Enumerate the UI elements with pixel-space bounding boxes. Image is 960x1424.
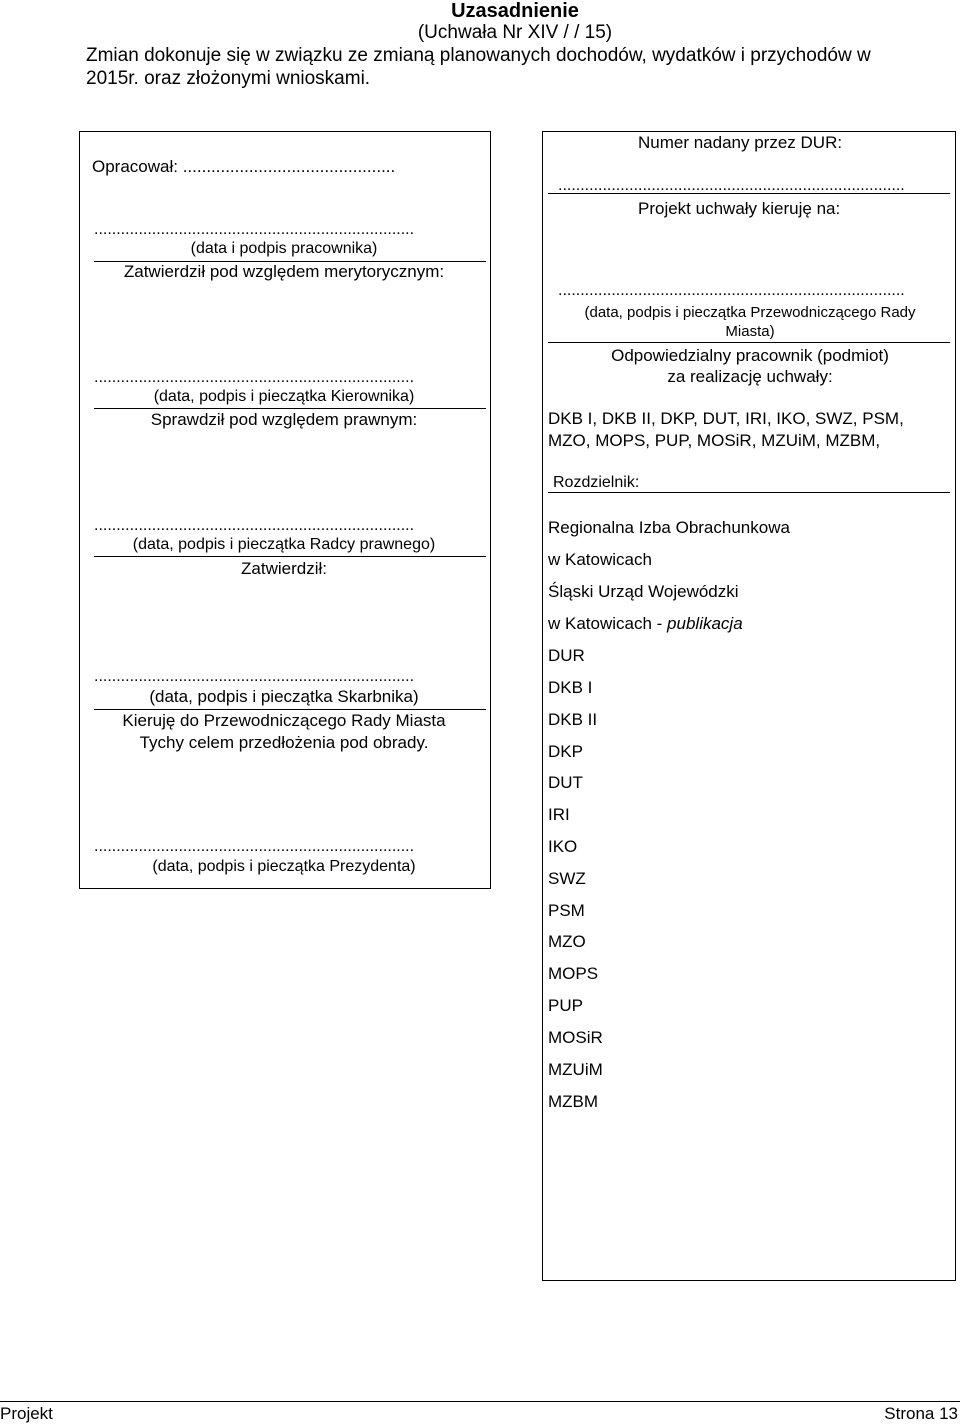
merit-approval-label: Zatwierdził pod względem merytorycznym:: [123, 262, 445, 281]
signature-dots: ..............................................................................: [558, 177, 905, 194]
distribution-item: MZBM: [548, 1092, 599, 1111]
signature-dots: ........................................................................: [94, 668, 415, 685]
distribution-item: Regionalna Izba Obrachunkowa: [548, 518, 790, 537]
distribution-item: PUP: [548, 996, 583, 1015]
distribution-item: MZUiM: [548, 1060, 603, 1079]
distribution-item: DKB II: [548, 710, 598, 729]
justification-text-line1: Zmian dokonuje się w związku ze zmianą planowanych dochodów, wydatków i przychodów w: [86, 45, 871, 66]
distribution-item: MOSiR: [548, 1028, 603, 1047]
responsible-label-line1: Odpowiedzialny pracownik (podmiot): [611, 346, 889, 365]
divider: [94, 408, 486, 409]
footer-divider: [0, 1401, 960, 1402]
signature-dots: ..............................................................................: [558, 282, 905, 299]
approved-label: Zatwierdził:: [241, 559, 327, 578]
direct-to-chair-line2: Tychy celem przedłożenia pod obrady.: [139, 733, 429, 752]
responsible-units-line2: MZO, MOPS, PUP, MOSiR, MZUiM, MZBM,: [548, 431, 881, 450]
direct-to-label: Projekt uchwały kieruję na:: [638, 199, 841, 218]
signature-dots: ........................................................................: [94, 517, 415, 534]
distribution-item: DKB I: [548, 678, 593, 697]
distribution-item: IKO: [548, 837, 578, 856]
divider: [548, 342, 950, 343]
responsible-label-line2: za realizację uchwały:: [667, 367, 833, 386]
president-signature-caption: (data, podpis i pieczątka Prezydenta): [152, 858, 416, 875]
document-title: Uzasadnienie: [451, 0, 579, 22]
justification-text-line2: 2015r. oraz złożonymi wnioskami.: [86, 68, 371, 89]
responsible-units-line1: DKB I, DKB II, DKP, DUT, IRI, IKO, SWZ, PSM,: [548, 409, 904, 428]
distribution-item: MZO: [548, 932, 586, 951]
counsel-signature-caption: (data, podpis i pieczątka Radcy prawnego): [132, 536, 436, 553]
signature-dots: ........................................................................: [94, 221, 415, 238]
distribution-item: DUT: [548, 773, 583, 792]
divider: [94, 556, 486, 557]
publication-note: publikacja: [667, 614, 743, 633]
manager-signature-caption: (data, podpis i pieczątka Kierownika): [153, 388, 415, 405]
distribution-item: Śląski Urząd Wojewódzki: [548, 582, 739, 601]
distribution-item: DUR: [548, 646, 585, 665]
resolution-reference: (Uchwała Nr XIV / / 15): [417, 22, 613, 43]
prepared-by-label: Opracował: .............................................: [92, 157, 396, 176]
distribution-item: MOPS: [548, 964, 599, 983]
divider: [548, 193, 950, 194]
distribution-item: IRI: [548, 805, 570, 824]
signature-dots: ........................................................................: [94, 369, 415, 386]
distribution-item: w Katowicach: [548, 550, 652, 569]
chair-signature-caption-line2: Miasta): [725, 323, 775, 340]
divider: [94, 709, 486, 710]
worker-signature-caption: (data i podpis pracownika): [190, 240, 378, 257]
distribution-item: DKP: [548, 742, 583, 761]
distribution-label: Rozdzielnik:: [553, 474, 640, 491]
dur-number-label: Numer nadany przez DUR:: [638, 133, 843, 152]
distribution-item: SWZ: [548, 869, 586, 888]
signature-dots: ........................................................................: [94, 838, 415, 855]
page-number: Strona 13: [884, 1404, 958, 1423]
treasurer-signature-caption: (data, podpis i pieczątka Skarbnika): [149, 687, 419, 706]
legal-check-label: Sprawdził pod względem prawnym:: [150, 410, 418, 429]
divider: [548, 492, 950, 493]
footer-project-label: Projekt: [0, 1404, 53, 1423]
publication-prefix: w Katowicach -: [548, 614, 668, 633]
distribution-item: PSM: [548, 901, 585, 920]
chair-signature-caption-line1: (data, podpis i pieczątka Przewodniczącego Rady: [584, 304, 916, 321]
direct-to-chair-line1: Kieruję do Przewodniczącego Rady Miasta: [122, 711, 446, 730]
distribution-item-publication: [548, 614, 743, 634]
